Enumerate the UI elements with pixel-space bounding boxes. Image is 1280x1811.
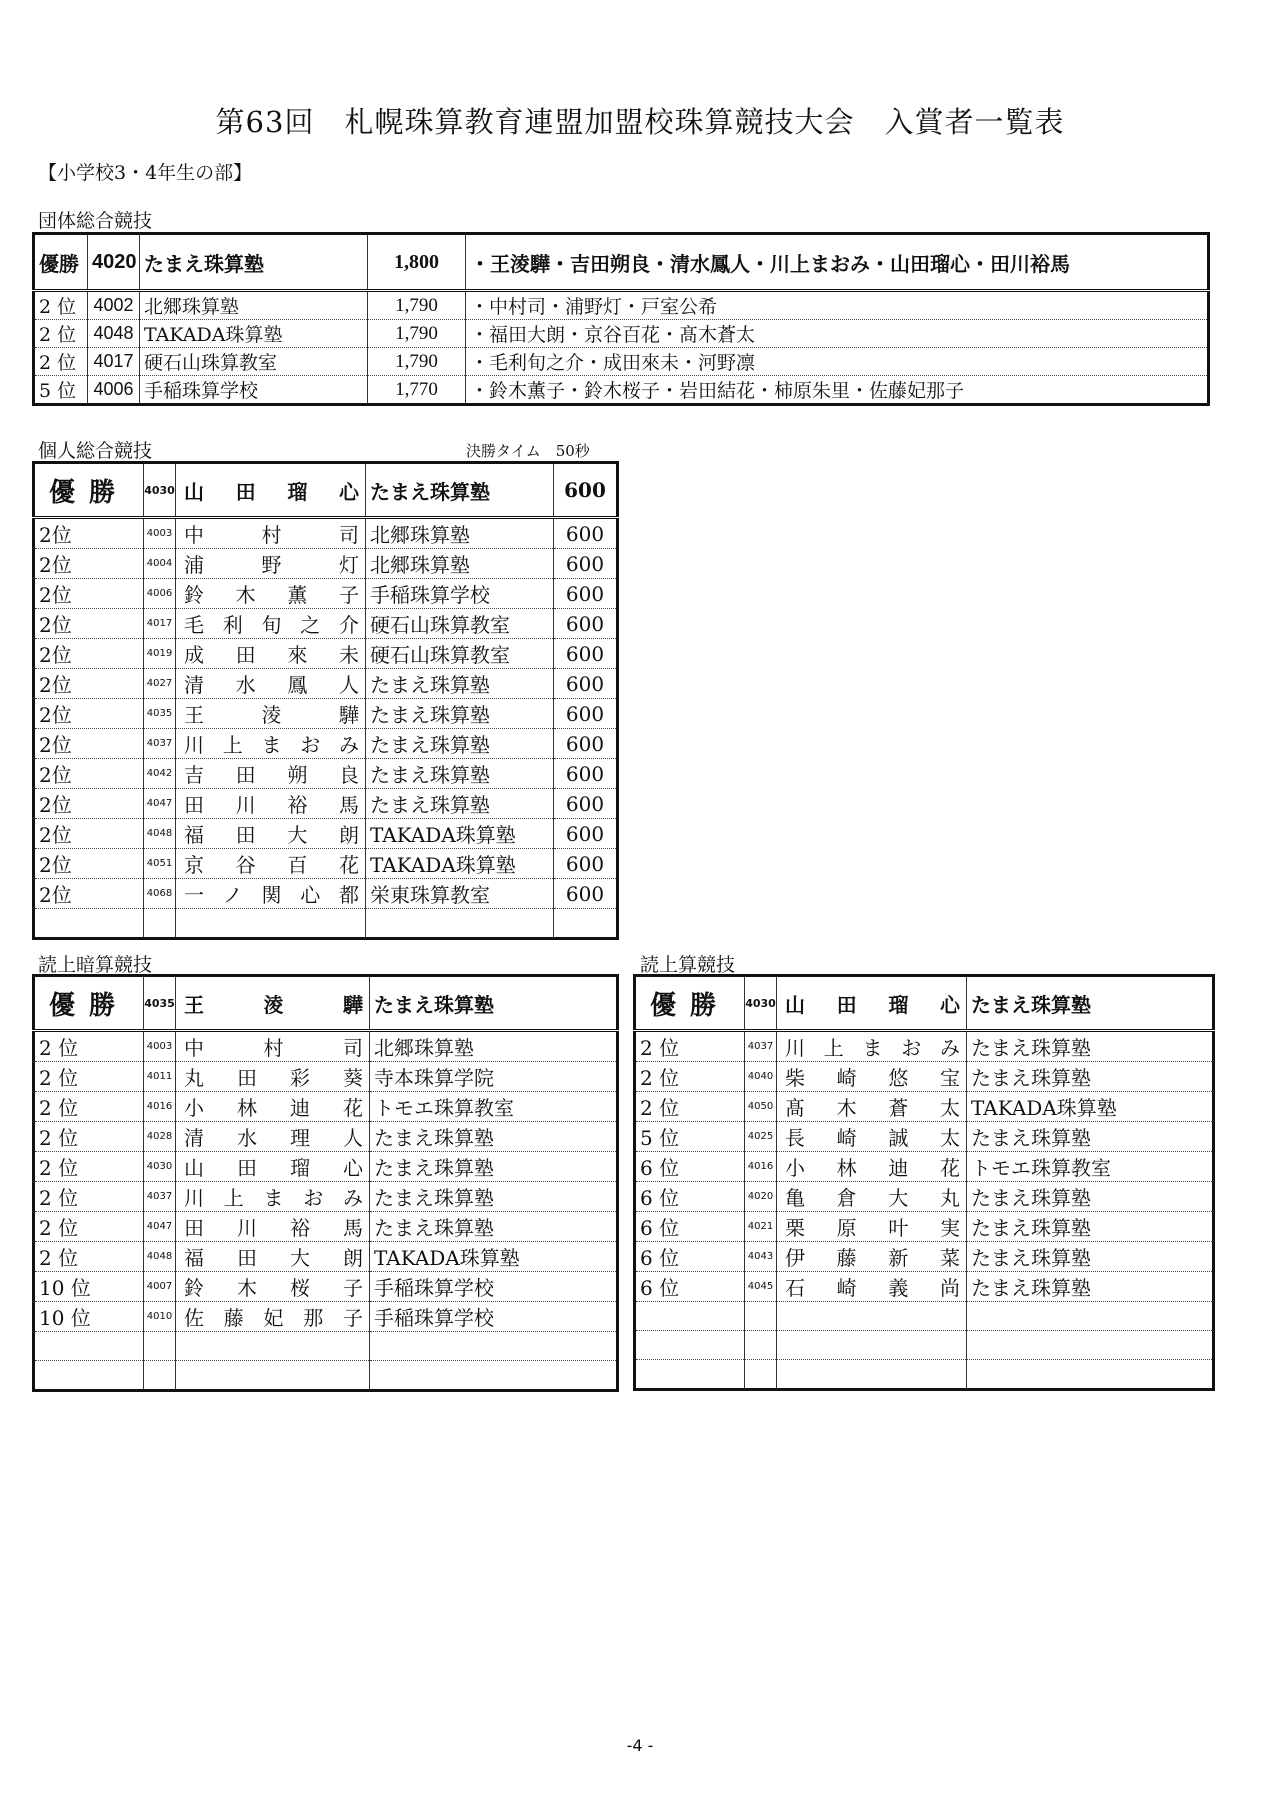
empty-cell	[635, 1302, 745, 1331]
school-cell: TAKADA珠算塾	[967, 1092, 1214, 1122]
team-id-cell: 4006	[88, 376, 140, 405]
school-cell: たまえ珠算塾	[370, 1122, 618, 1152]
name-cell: 石崎義尚	[777, 1272, 967, 1302]
rank-cell: 優勝	[34, 463, 144, 518]
empty-cell	[176, 1332, 370, 1361]
table-row	[635, 1122, 1214, 1152]
yomiage-table	[633, 974, 1215, 1391]
score-cell: 600	[554, 699, 618, 729]
school-cell: トモエ珠算教室	[967, 1152, 1214, 1182]
rank-cell: 優勝	[635, 976, 745, 1031]
entry-id-cell: 4021	[745, 1212, 777, 1242]
entry-id-cell: 4068	[144, 879, 176, 909]
school-cell: たまえ珠算塾	[967, 1182, 1214, 1212]
rank-cell: 2 位	[34, 320, 88, 348]
rank-cell: 2 位	[34, 1182, 144, 1212]
entry-id-cell: 4047	[144, 789, 176, 819]
rank-cell: 2 位	[34, 1092, 144, 1122]
name-cell: 京谷百花	[176, 849, 366, 879]
empty-cell	[745, 1302, 777, 1331]
empty-row	[635, 1331, 1214, 1360]
team-name-cell: たまえ珠算塾	[140, 234, 368, 291]
team-name-cell: TAKADA珠算塾	[140, 320, 368, 348]
rank-cell: 2位	[34, 729, 144, 759]
entry-id-cell: 4040	[745, 1062, 777, 1092]
entry-id-cell: 4011	[144, 1062, 176, 1092]
school-cell: たまえ珠算塾	[366, 463, 554, 518]
school-cell: たまえ珠算塾	[366, 669, 554, 699]
rank-cell: 2 位	[34, 291, 88, 320]
name-cell: 福田大朗	[176, 819, 366, 849]
rank-cell: 6 位	[635, 1182, 745, 1212]
score-cell: 600	[554, 463, 618, 518]
empty-row	[34, 1332, 618, 1361]
school-cell: たまえ珠算塾	[370, 1152, 618, 1182]
name-cell: 小林迪花	[777, 1152, 967, 1182]
entry-id-cell: 4037	[745, 1031, 777, 1062]
score-cell: 600	[554, 579, 618, 609]
score-cell: 600	[554, 789, 618, 819]
school-cell: たまえ珠算塾	[370, 1212, 618, 1242]
table-row	[34, 759, 618, 789]
rank-cell: 2位	[34, 849, 144, 879]
school-cell: たまえ珠算塾	[967, 1031, 1214, 1062]
name-cell: 王淩驊	[176, 699, 366, 729]
rank-cell: 2位	[34, 789, 144, 819]
empty-cell	[366, 909, 554, 939]
entry-id-cell: 4006	[144, 579, 176, 609]
name-cell: 亀倉大丸	[777, 1182, 967, 1212]
table-row	[34, 1302, 618, 1332]
name-cell: 川上まおみ	[176, 729, 366, 759]
score-cell: 1,790	[368, 291, 466, 320]
empty-cell	[370, 1332, 618, 1361]
school-cell: 硬石山珠算教室	[366, 639, 554, 669]
rank-cell: 2位	[34, 609, 144, 639]
rank-cell: 2位	[34, 639, 144, 669]
rank-cell: 2位	[34, 819, 144, 849]
school-cell: 手稲珠算学校	[366, 579, 554, 609]
table-row	[34, 1212, 618, 1242]
name-cell: 丸田彩葵	[176, 1062, 370, 1092]
empty-cell	[745, 1331, 777, 1360]
school-cell: たまえ珠算塾	[370, 976, 618, 1031]
rank-cell: 6 位	[635, 1272, 745, 1302]
score-cell: 1,770	[368, 376, 466, 405]
empty-row	[635, 1302, 1214, 1331]
empty-cell	[967, 1331, 1214, 1360]
team-table	[32, 232, 1210, 406]
school-cell: たまえ珠算塾	[370, 1182, 618, 1212]
school-cell: 栄東珠算教室	[366, 879, 554, 909]
rank-cell: 2位	[34, 879, 144, 909]
table-row	[34, 1272, 618, 1302]
table-row	[34, 789, 618, 819]
anzan-table	[32, 974, 619, 1392]
final-time-note: 決勝タイム 50秒	[466, 442, 590, 460]
empty-cell	[554, 909, 618, 939]
entry-id-cell: 4016	[144, 1092, 176, 1122]
team-name-cell: 手稲珠算学校	[140, 376, 368, 405]
rank-cell: 6 位	[635, 1212, 745, 1242]
name-cell: 山田瑠心	[777, 976, 967, 1031]
name-cell: 成田來未	[176, 639, 366, 669]
entry-id-cell: 4035	[144, 976, 176, 1031]
empty-cell	[777, 1302, 967, 1331]
name-cell: 清水理人	[176, 1122, 370, 1152]
score-cell: 1,800	[368, 234, 466, 291]
score-cell: 600	[554, 729, 618, 759]
entry-id-cell: 4045	[745, 1272, 777, 1302]
table-row	[34, 1182, 618, 1212]
school-cell: たまえ珠算塾	[967, 1272, 1214, 1302]
name-cell: 小林迪花	[176, 1092, 370, 1122]
score-cell: 600	[554, 849, 618, 879]
name-cell: 王淩驊	[176, 976, 370, 1031]
members-cell: ・中村司・浦野灯・戸室公希	[466, 291, 1209, 320]
score-cell: 600	[554, 609, 618, 639]
entry-id-cell: 4047	[144, 1212, 176, 1242]
school-cell: たまえ珠算塾	[967, 976, 1214, 1031]
table-row	[34, 699, 618, 729]
empty-cell	[34, 909, 144, 939]
name-cell: 一ノ関心都	[176, 879, 366, 909]
rank-cell: 2 位	[34, 1152, 144, 1182]
entry-id-cell: 4030	[745, 976, 777, 1031]
score-cell: 600	[554, 819, 618, 849]
division-label: 【小学校3・4年生の部】	[38, 162, 253, 184]
school-cell: 手稲珠算学校	[370, 1302, 618, 1332]
empty-cell	[34, 1332, 144, 1361]
entry-id-cell: 4042	[144, 759, 176, 789]
table-row	[34, 729, 618, 759]
empty-cell	[176, 1361, 370, 1391]
name-cell: 浦野灯	[176, 549, 366, 579]
school-cell: たまえ珠算塾	[366, 789, 554, 819]
rank-cell: 2位	[34, 518, 144, 549]
entry-id-cell: 4037	[144, 729, 176, 759]
name-cell: 栗原叶実	[777, 1212, 967, 1242]
name-cell: 鈴木薫子	[176, 579, 366, 609]
empty-cell	[144, 1361, 176, 1391]
entry-id-cell: 4017	[144, 609, 176, 639]
table-row	[34, 549, 618, 579]
empty-cell	[745, 1360, 777, 1390]
entry-id-cell: 4003	[144, 518, 176, 549]
name-cell: 山田瑠心	[176, 463, 366, 518]
empty-row	[34, 1361, 618, 1391]
school-cell: たまえ珠算塾	[366, 759, 554, 789]
members-cell: ・鈴木薫子・鈴木桜子・岩田結花・柿原朱里・佐藤妃那子	[466, 376, 1209, 405]
name-cell: 中村司	[176, 1031, 370, 1062]
name-cell: 清水鳳人	[176, 669, 366, 699]
table-row	[34, 669, 618, 699]
team-id-cell: 4020	[88, 234, 140, 291]
entry-id-cell: 4048	[144, 1242, 176, 1272]
name-cell: 吉田朔良	[176, 759, 366, 789]
rank-cell: 優勝	[34, 976, 144, 1031]
empty-cell	[144, 909, 176, 939]
name-cell: 毛利旬之介	[176, 609, 366, 639]
name-cell: 田川裕馬	[176, 789, 366, 819]
team-id-cell: 4017	[88, 348, 140, 376]
anzan-heading: 読上暗算競技	[38, 954, 153, 976]
empty-cell	[144, 1332, 176, 1361]
name-cell: 中村司	[176, 518, 366, 549]
school-cell: 手稲珠算学校	[370, 1272, 618, 1302]
entry-id-cell: 4027	[144, 669, 176, 699]
table-row	[635, 1182, 1214, 1212]
table-row	[635, 1092, 1214, 1122]
school-cell: たまえ珠算塾	[967, 1062, 1214, 1092]
name-cell: 山田瑠心	[176, 1152, 370, 1182]
entry-id-cell: 4048	[144, 819, 176, 849]
table-row	[34, 1062, 618, 1092]
school-cell: 北郷珠算塾	[366, 518, 554, 549]
members-cell: ・福田大朗・京谷百花・髙木蒼太	[466, 320, 1209, 348]
name-cell: 長崎誠太	[777, 1122, 967, 1152]
school-cell: たまえ珠算塾	[967, 1212, 1214, 1242]
rank-cell: 2 位	[34, 1031, 144, 1062]
school-cell: たまえ珠算塾	[366, 729, 554, 759]
name-cell: 福田大朗	[176, 1242, 370, 1272]
score-cell: 600	[554, 879, 618, 909]
table-row	[34, 320, 1209, 348]
empty-cell	[635, 1360, 745, 1390]
table-row	[635, 1152, 1214, 1182]
empty-cell	[967, 1360, 1214, 1390]
page-number: -4 -	[626, 1736, 654, 1755]
empty-cell	[635, 1331, 745, 1360]
name-cell: 川上まおみ	[777, 1031, 967, 1062]
members-cell: ・王淩驊・吉田朔良・清水鳳人・川上まおみ・山田瑠心・田川裕馬	[466, 234, 1209, 291]
table-row	[34, 849, 618, 879]
rank-cell: 2 位	[635, 1092, 745, 1122]
table-row	[34, 1092, 618, 1122]
rank-cell: 優勝	[34, 234, 88, 291]
rank-cell: 2 位	[635, 1031, 745, 1062]
table-row	[34, 376, 1209, 405]
school-cell: TAKADA珠算塾	[370, 1242, 618, 1272]
table-row	[34, 1122, 618, 1152]
name-cell: 髙木蒼太	[777, 1092, 967, 1122]
team-heading: 団体総合競技	[38, 210, 153, 232]
table-row	[635, 1242, 1214, 1272]
empty-cell	[176, 909, 366, 939]
table-row	[34, 609, 618, 639]
rank-cell: 2位	[34, 669, 144, 699]
school-cell: 硬石山珠算教室	[366, 609, 554, 639]
entry-id-cell: 4030	[144, 1152, 176, 1182]
empty-row	[34, 909, 618, 939]
rank-cell: 10 位	[34, 1302, 144, 1332]
school-cell: たまえ珠算塾	[967, 1242, 1214, 1272]
yomiage-winner-row	[635, 976, 1214, 1031]
score-cell: 600	[554, 759, 618, 789]
table-row	[34, 291, 1209, 320]
rank-cell: 2 位	[34, 348, 88, 376]
anzan-winner-row	[34, 976, 618, 1031]
rank-cell: 2 位	[635, 1062, 745, 1092]
entry-id-cell: 4028	[144, 1122, 176, 1152]
team-name-cell: 北郷珠算塾	[140, 291, 368, 320]
entry-id-cell: 4007	[144, 1272, 176, 1302]
entry-id-cell: 4003	[144, 1031, 176, 1062]
table-row	[34, 518, 618, 549]
table-row	[635, 1031, 1214, 1062]
entry-id-cell: 4035	[144, 699, 176, 729]
table-row	[34, 1152, 618, 1182]
score-cell: 1,790	[368, 348, 466, 376]
table-row	[34, 1242, 618, 1272]
entry-id-cell: 4019	[144, 639, 176, 669]
table-row	[34, 879, 618, 909]
name-cell: 川上まおみ	[176, 1182, 370, 1212]
score-cell: 600	[554, 639, 618, 669]
rank-cell: 2 位	[34, 1062, 144, 1092]
name-cell: 柴崎悠宝	[777, 1062, 967, 1092]
empty-row	[635, 1360, 1214, 1390]
school-cell: TAKADA珠算塾	[366, 819, 554, 849]
rank-cell: 2 位	[34, 1212, 144, 1242]
empty-cell	[777, 1360, 967, 1390]
entry-id-cell: 4010	[144, 1302, 176, 1332]
members-cell: ・毛利旬之介・成田來未・河野凛	[466, 348, 1209, 376]
table-row	[635, 1272, 1214, 1302]
team-id-cell: 4048	[88, 320, 140, 348]
school-cell: トモエ珠算教室	[370, 1092, 618, 1122]
entry-id-cell: 4050	[745, 1092, 777, 1122]
team-id-cell: 4002	[88, 291, 140, 320]
rank-cell: 2位	[34, 699, 144, 729]
team-winner-row	[34, 234, 1209, 291]
rank-cell: 5 位	[39, 380, 77, 402]
score-cell: 600	[554, 549, 618, 579]
rank-cell: 6 位	[635, 1152, 745, 1182]
entry-id-cell: 4043	[745, 1242, 777, 1272]
empty-cell	[34, 1361, 144, 1391]
entry-id-cell: 4025	[745, 1122, 777, 1152]
school-cell: たまえ珠算塾	[967, 1122, 1214, 1152]
name-cell: 田川裕馬	[176, 1212, 370, 1242]
rank-cell: 2位	[34, 549, 144, 579]
empty-cell	[777, 1331, 967, 1360]
individual-heading: 個人総合競技	[38, 440, 153, 462]
table-row	[34, 579, 618, 609]
table-row	[34, 348, 1209, 376]
rank-cell: 2位	[34, 759, 144, 789]
entry-id-cell: 4037	[144, 1182, 176, 1212]
rank-cell: 10 位	[34, 1272, 144, 1302]
table-row	[635, 1062, 1214, 1092]
name-cell: 佐藤妃那子	[176, 1302, 370, 1332]
table-row	[635, 1212, 1214, 1242]
rank-cell: 2 位	[34, 1242, 144, 1272]
school-cell: TAKADA珠算塾	[366, 849, 554, 879]
team-name-cell: 硬石山珠算教室	[140, 348, 368, 376]
rank-cell: 6 位	[635, 1242, 745, 1272]
school-cell: たまえ珠算塾	[366, 699, 554, 729]
entry-id-cell: 4004	[144, 549, 176, 579]
entry-id-cell: 4030	[144, 463, 176, 518]
empty-cell	[370, 1361, 618, 1391]
table-row	[34, 1031, 618, 1062]
rank-cell: 2位	[34, 579, 144, 609]
rank-cell: 5 位	[635, 1122, 745, 1152]
table-row	[34, 639, 618, 669]
individual-winner-row	[34, 463, 618, 518]
school-cell: 寺本珠算学院	[370, 1062, 618, 1092]
individual-table	[32, 461, 619, 940]
page-title: 第63回 札幌珠算教育連盟加盟校珠算競技大会 入賞者一覧表	[215, 105, 1065, 139]
school-cell: 北郷珠算塾	[366, 549, 554, 579]
empty-cell	[967, 1302, 1214, 1331]
entry-id-cell: 4016	[745, 1152, 777, 1182]
table-row	[34, 819, 618, 849]
entry-id-cell: 4051	[144, 849, 176, 879]
school-cell: 北郷珠算塾	[370, 1031, 618, 1062]
score-cell: 600	[554, 518, 618, 549]
entry-id-cell: 4020	[745, 1182, 777, 1212]
name-cell: 鈴木桜子	[176, 1272, 370, 1302]
score-cell: 600	[554, 669, 618, 699]
rank-cell: 2 位	[34, 1122, 144, 1152]
yomiage-heading: 読上算競技	[640, 954, 736, 976]
name-cell: 伊藤新菜	[777, 1242, 967, 1272]
score-cell: 1,790	[368, 320, 466, 348]
